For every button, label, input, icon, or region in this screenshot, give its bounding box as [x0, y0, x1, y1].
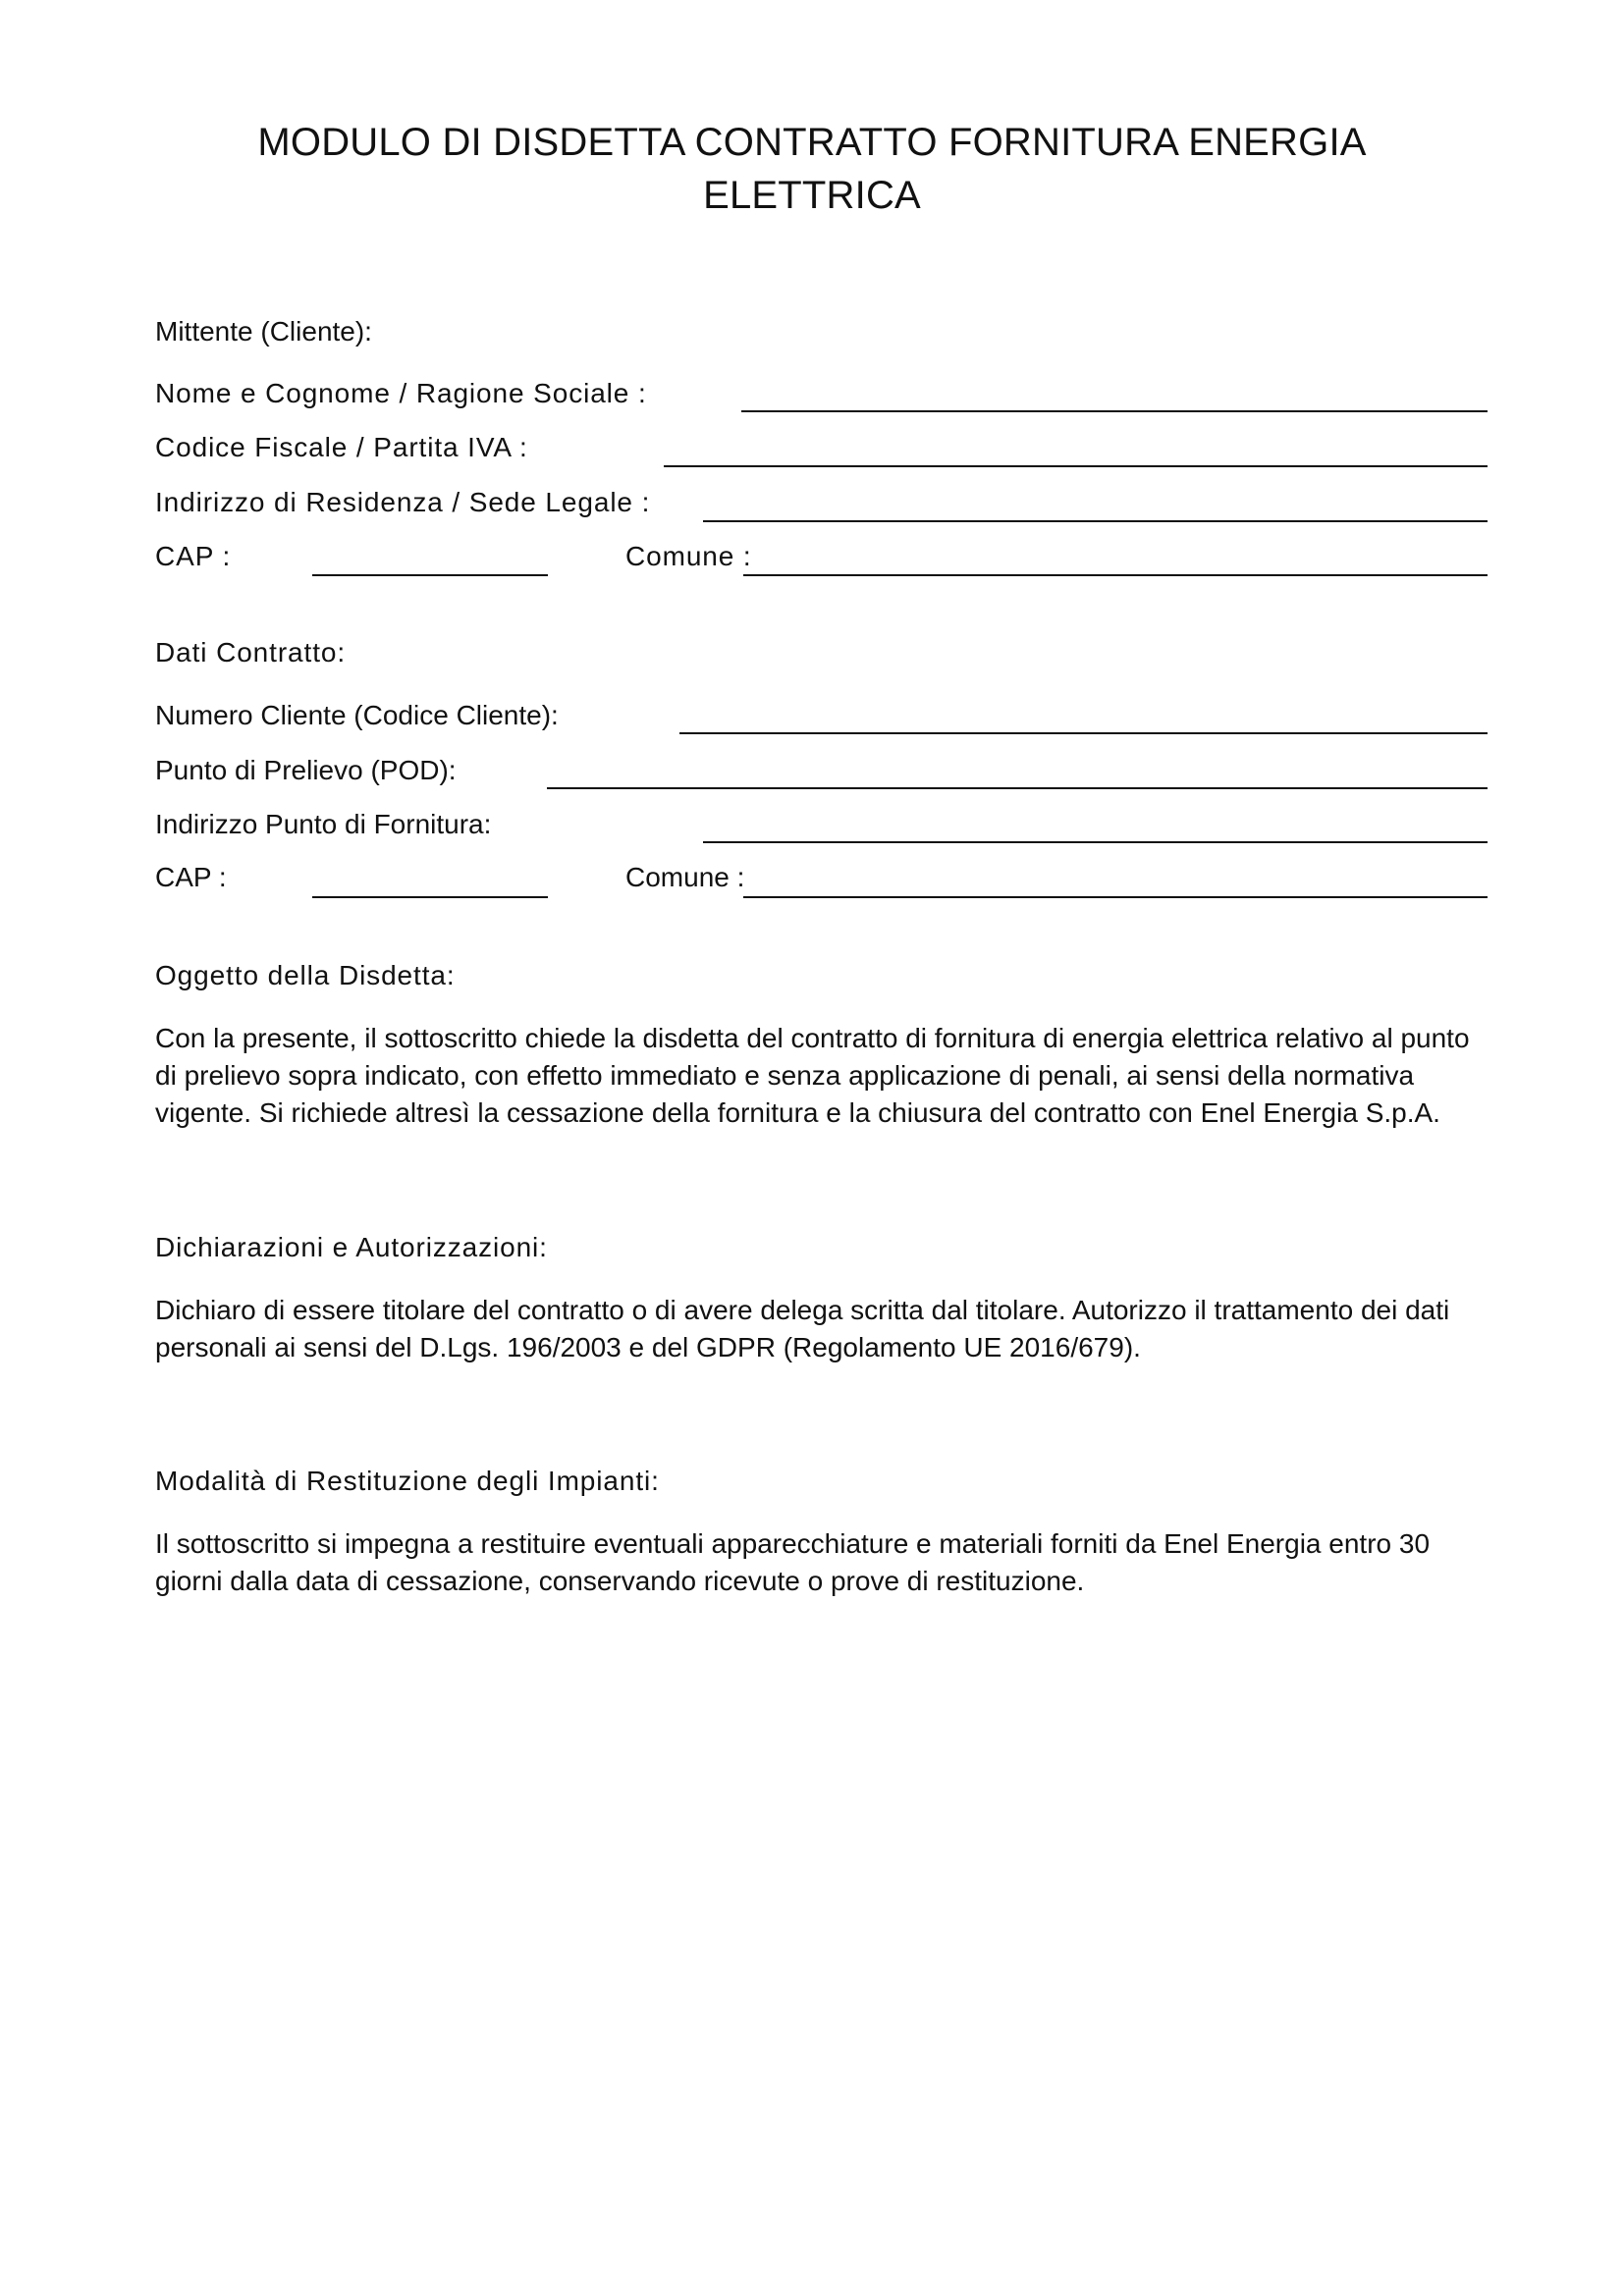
- nome-cognome-field[interactable]: [741, 410, 1488, 412]
- dati-contratto-heading: Dati Contratto:: [155, 637, 347, 667]
- oggetto-text: Con la presente, il sottoscritto chiede la disdetta del contratto di fornitura di energia elettrica relativo al punto di prelievo sopra indicato, con effetto immediato e senza applicazione di penali, ai sensi della normativa vigente. Si richiede altresì la cessazione della fornitura e la chiusura del contratto con Enel Energia S.p.A.: [155, 1023, 1470, 1128]
- oggetto-heading: Oggetto della Disdetta:: [155, 960, 456, 990]
- comune-fornitura-label: Comune :: [625, 862, 745, 892]
- pod-field[interactable]: [547, 787, 1488, 789]
- indirizzo-residenza-field[interactable]: [703, 520, 1488, 522]
- comune-field[interactable]: [743, 574, 1488, 576]
- cap-fornitura-field[interactable]: [312, 896, 548, 898]
- pod-label: Punto di Prelievo (POD):: [155, 755, 457, 785]
- dichiarazioni-text: Dichiaro di essere titolare del contratto o di avere delega scritta dal titolare. Autorizzo il trattamento dei dati personali ai sensi del D.Lgs. 196/2003 e del GDPR (Regolamento UE 2016/679).: [155, 1295, 1450, 1362]
- indirizzo-residenza-label: Indirizzo di Residenza / Sede Legale :: [155, 487, 651, 517]
- restituzione-text: Il sottoscritto si impegna a restituire eventuali apparecchiature e materiali forniti da Enel Energia entro 30 giorni dalla data di cessazione, conservando ricevute o prove di restituzione.: [155, 1528, 1431, 1596]
- dichiarazioni-heading: Dichiarazioni e Autorizzazioni:: [155, 1232, 548, 1262]
- numero-cliente-field[interactable]: [679, 732, 1488, 734]
- numero-cliente-label: Numero Cliente (Codice Cliente):: [155, 700, 559, 730]
- restituzione-heading: Modalità di Restituzione degli Impianti:: [155, 1466, 660, 1496]
- indirizzo-fornitura-label: Indirizzo Punto di Fornitura:: [155, 809, 492, 839]
- comune-label: Comune :: [625, 541, 752, 571]
- codice-fiscale-label: Codice Fiscale / Partita IVA :: [155, 432, 528, 462]
- cap-field[interactable]: [312, 574, 548, 576]
- comune-fornitura-field[interactable]: [743, 896, 1488, 898]
- cap-fornitura-label: CAP :: [155, 862, 227, 892]
- codice-fiscale-field[interactable]: [664, 465, 1488, 467]
- indirizzo-fornitura-field[interactable]: [703, 841, 1488, 843]
- mittente-heading: Mittente (Cliente):: [155, 316, 372, 347]
- nome-cognome-label: Nome e Cognome / Ragione Sociale :: [155, 378, 647, 408]
- cap-label: CAP :: [155, 541, 232, 571]
- page-title: MODULO DI DISDETTA CONTRATTO FORNITURA ENERGIA ELETTRICA: [257, 121, 1367, 217]
